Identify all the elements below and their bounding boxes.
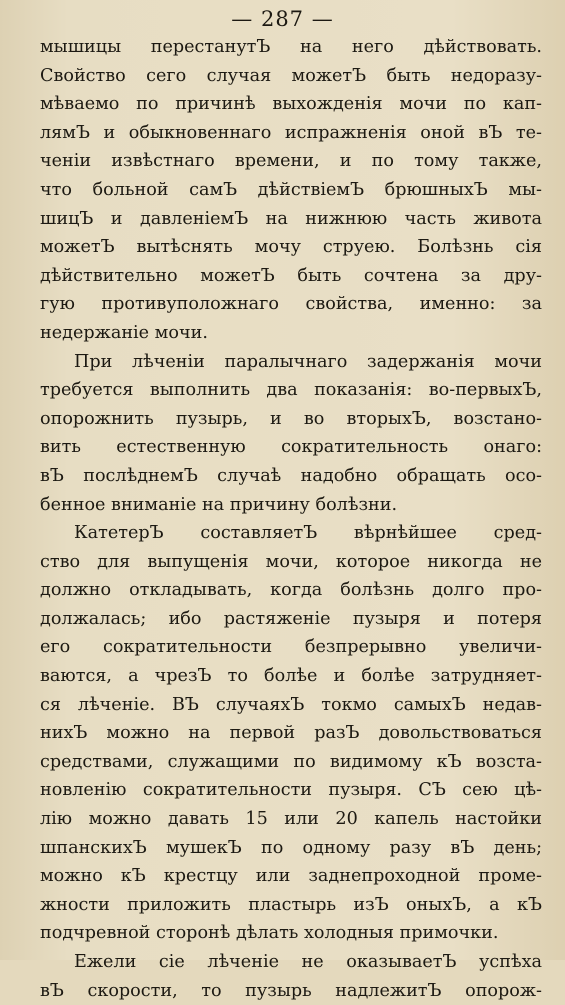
- text-line: вить естественную сократительность онаго:: [40, 437, 542, 458]
- text-line: что больной самЪ дѣйствіемЪ брюшныхЪ мы-: [40, 179, 542, 200]
- text-line: должно откладывать, когда болѣзнь долго про-: [40, 580, 542, 601]
- text-line: вЪ послѣднемЪ случаѣ надобно обращать осо-: [40, 465, 542, 486]
- text-line: опорожнить пузырь, и во вторыхЪ, возстано-: [40, 408, 542, 429]
- paragraph-3: [40, 519, 542, 948]
- text-line: ство для выпущенія мочи, которое никогда не: [40, 551, 542, 572]
- text-line: шпанскихЪ мушекЪ по одному разу вЪ день;: [40, 837, 542, 858]
- text-line: ся лѣченіе. ВЪ случаяхЪ токмо самыхЪ недав-: [40, 694, 542, 715]
- text-line: подчревной сторонѣ дѣлать холодныя примочки.: [40, 923, 499, 944]
- body-text: [40, 33, 542, 1005]
- text-line: ченіи извѣстнаго времени, и по тому также,: [40, 151, 542, 172]
- text-line: нихЪ можно на первой разЪ довольствоваться: [40, 723, 542, 744]
- text-line: лямЪ и обыкновеннаго испражненія оной вЪ те-: [40, 122, 542, 143]
- paragraph-4: [40, 948, 542, 1005]
- page-number: — 287 —: [231, 7, 334, 31]
- text-line: мышицы перестанутЪ на него дѣйствовать.: [40, 37, 542, 57]
- paragraph-2: [40, 348, 542, 520]
- text-line: При лѣченіи паралычнаго задержанія мочи: [74, 351, 542, 372]
- text-line: требуется выполнить два показанія: во-первыхЪ,: [40, 380, 542, 401]
- text-line: должалась; ибо растяженіе пузыря и потеря: [40, 608, 542, 629]
- text-line: его сократительности безпрерывно увеличи-: [40, 637, 542, 658]
- text-line: гую противуположнаго свойства, именно: за: [40, 294, 542, 315]
- text-line: вЪ скорости, то пузырь надлежитЪ опорож-: [40, 980, 542, 1001]
- text-line: средствами, служащими по видимому кЪ возста-: [40, 751, 542, 772]
- text-line: шицЪ и давленіемЪ на нижнюю часть живота: [40, 208, 542, 229]
- text-line: мѣваемо по причинѣ выхожденія мочи по кап-: [40, 94, 542, 115]
- text-line: жности приложить пластырь изЪ оныхЪ, а кЪ: [40, 894, 542, 915]
- text-line: Свойство сего случая можетЪ быть недоразу-: [40, 65, 542, 86]
- text-line: можетЪ вытѣснять мочу струею. Болѣзнь сія: [40, 237, 542, 258]
- text-line: можно кЪ крестцу или заднепроходной проме-: [40, 866, 542, 887]
- paragraph-1: [40, 33, 542, 348]
- text-line: новленію сократительности пузыря. СЪ сею цѣ-: [40, 780, 542, 801]
- text-line: ваются, а чрезЪ то болѣе и болѣе затрудняет-: [40, 666, 542, 687]
- text-line: недержаніе мочи.: [40, 322, 208, 343]
- text-line: КатетерЪ составляетЪ вѣрнѣйшее сред-: [74, 523, 542, 544]
- text-line: Ежели сіе лѣченіе не оказываетЪ успѣха: [74, 952, 542, 972]
- text-line: лію можно давать 15 или 20 капель настойки: [40, 809, 542, 830]
- text-line: бенное вниманіе на причину болѣзни.: [40, 494, 398, 515]
- text-line: дѣйствительно можетЪ быть сочтена за дру-: [40, 265, 542, 286]
